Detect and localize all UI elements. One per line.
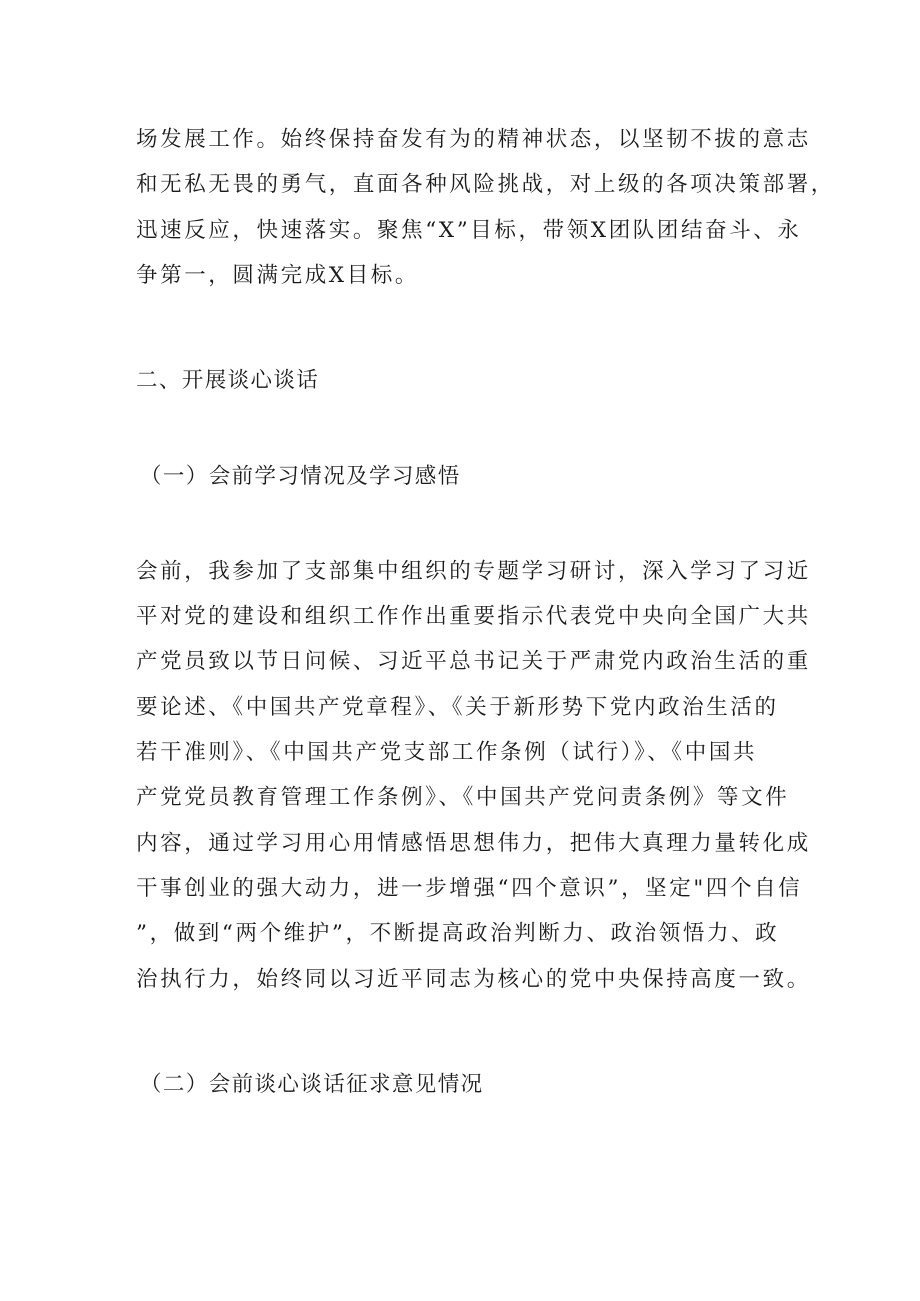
- paragraph-line: 干事创业的强大动力，进一步增强“四个意识”，坚定"四个自信: [136, 876, 803, 901]
- section-heading: 二、开展谈心谈话: [136, 368, 320, 393]
- paragraph-line: 争第一，圆满完成X目标。: [136, 263, 420, 288]
- paragraph-line: 治执行力，始终同以习近平同志为核心的党中央保持高度一致。: [136, 967, 811, 992]
- paragraph-line: 若干准则》、《中国共产党支部工作条例（试行）》、《中国共: [136, 740, 758, 765]
- paragraph-line: 平对党的建设和组织工作作出重要指示代表党中央向全国广大共: [136, 604, 811, 629]
- paragraph-line: 内容，通过学习用心用情感悟思想伟力，把伟大真理力量转化成: [136, 831, 811, 856]
- subsection-heading: （一）会前学习情况及学习感悟: [140, 464, 461, 489]
- paragraph-line: 产党党员教育管理工作条例》、《中国共产党问责条例》等文件: [136, 785, 790, 810]
- paragraph-line: 场发展工作。始终保持奋发有为的精神状态，以坚韧不拔的意志: [136, 127, 811, 152]
- paragraph-line: 和无私无畏的勇气，直面各种风险挑战，对上级的各项决策部署，: [136, 172, 835, 197]
- paragraph-line: 会前，我参加了支部集中组织的专题学习研讨，深入学习了习近: [136, 559, 811, 584]
- paragraph-line: 要论述、《中国共产党章程》、《关于新形势下党内政治生活的: [136, 695, 779, 720]
- subsection-heading: （二）会前谈心谈话征求意见情况: [140, 1072, 484, 1097]
- paragraph-line: ”，做到“两个维护”，不断提高政治判断力、政治领悟力、政: [136, 921, 780, 946]
- paragraph-line: 产党员致以节日问候、习近平总书记关于严肃党内政治生活的重: [136, 649, 811, 674]
- paragraph-line: 迅速反应，快速落实。聚焦“X”目标，带领X团队团结奋斗、永: [136, 218, 802, 243]
